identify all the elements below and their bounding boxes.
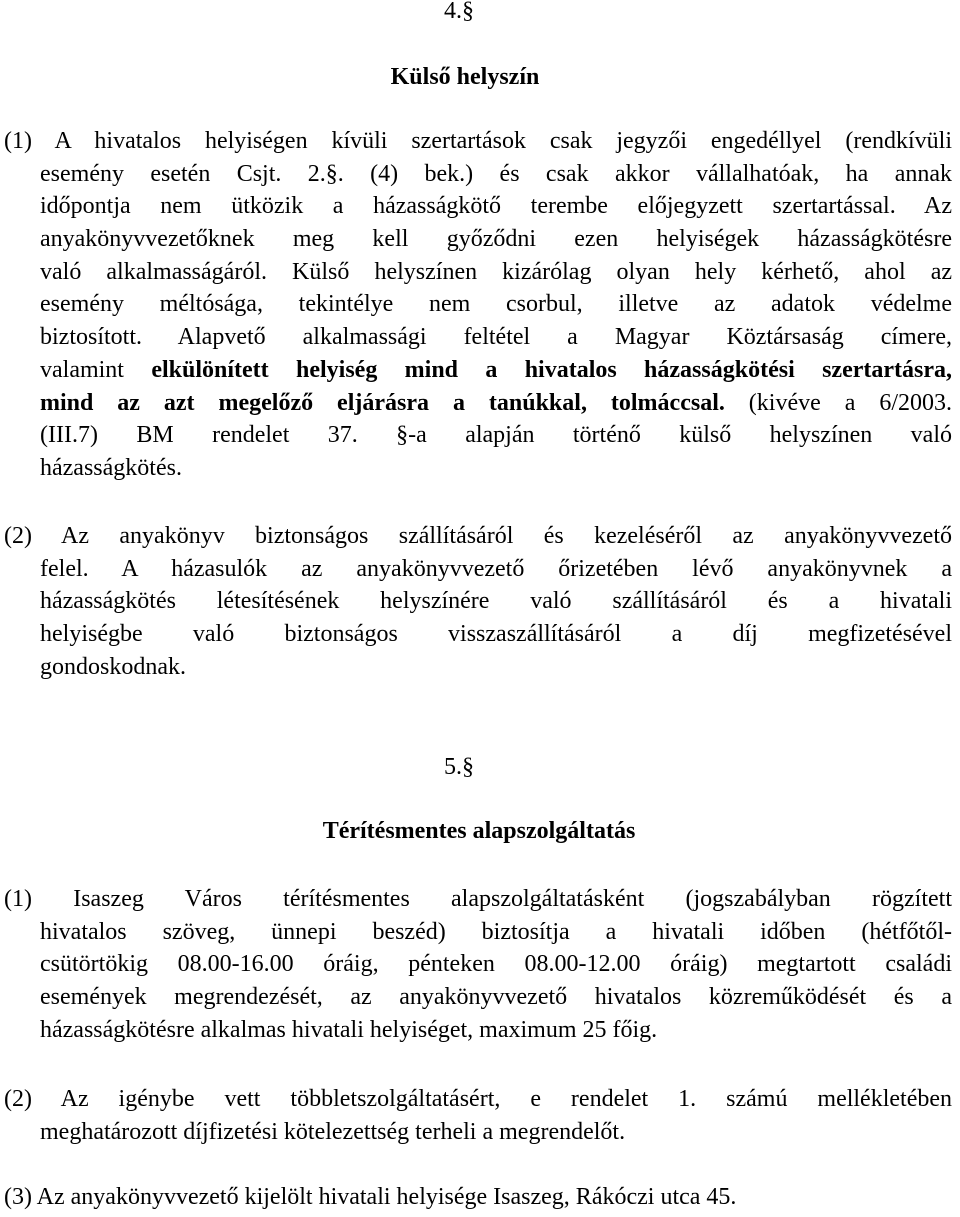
paragraph-line: időpontja nem ütközik a házasságkötő terembe előjegyzett szertartással. Az [40,193,952,220]
section-5-paragraph-3 [4,1181,952,1214]
section-4-paragraph-1 [4,125,952,485]
paragraph-line: csütörtökig 08.00-16.00 óráig, pénteken 08.00-12.00 óráig) megtartott családi [40,951,952,978]
section-4-number: 4.§ [444,0,474,24]
paragraph-line: (2) Az anyakönyv biztonságos szállításáról és kezeléséről az anyakönyvvezető [4,523,952,549]
section-4-paragraph-2 [4,520,952,683]
section-4-title: Külső helyszín [390,64,540,90]
paragraph-line: (1) A hivatalos helyiségen kívüli szertartások csak jegyzői engedéllyel (rendkívüli [4,128,952,154]
paragraph-line [4,387,952,420]
paragraph-line: esemény méltósága, tekintélye nem csorbul, illetve az adatok védelme [40,291,952,318]
paragraph-line: házasságkötés létesítésének helyszínére való szállításáról és a hivatali [40,588,952,615]
section-5-paragraph-1 [4,883,952,1046]
paragraph-line: (2) Az igénybe vett többletszolgáltatásért, e rendelet 1. számú mellékletében [4,1086,952,1112]
paragraph-line: hivatalos szöveg, ünnepi beszéd) biztosítja a hivatali időben (hétfőtől- [40,918,952,945]
section-5-paragraph-2 [4,1083,952,1148]
paragraph-line: helyiségbe való biztonságos visszaszállításáról a díj megfizetésével [40,621,952,648]
line-text: (kivéve a 6/2003. [724,389,952,416]
paragraph-line [4,354,952,387]
paragraph-line: való alkalmasságáról. Külső helyszínen kizárólag olyan hely kérhető, ahol az [40,258,952,285]
paragraph-line: biztosított. Alapvető alkalmassági feltétel a Magyar Köztársaság címere, [40,324,952,351]
paragraph-line: felel. A házasulók az anyakönyvvezető őrizetében lévő anyakönyvnek a [40,555,952,582]
paragraph-line: gondoskodnak. [40,653,186,680]
bold-emphasis: mind az azt megelőző eljárásra a tanúkkal, tolmáccsal. [40,389,725,416]
paragraph-line: meghatározott díjfizetési kötelezettség terheli a megrendelőt. [40,1118,626,1145]
paragraph-line: (III.7) BM rendelet 37. §-a alapján történő külső helyszínen való [40,422,952,449]
paragraph-line: házasságkötés. [40,454,182,481]
line-text: valamint [40,356,152,383]
paragraph-line: anyakönyvvezetőknek meg kell győződni ezen helyiségek házasságkötésre [40,226,952,253]
paragraph-line: események megrendezését, az anyakönyvvezető hivatalos közreműködését és a [40,984,952,1011]
paragraph-line: esemény esetén Csjt. 2.§. (4) bek.) és csak akkor vállalhatóak, ha annak [40,160,952,187]
section-5-number: 5.§ [444,754,474,780]
paragraph-line: házasságkötésre alkalmas hivatali helyiséget, maximum 25 főig. [40,1016,658,1043]
paragraph-line: (3) Az anyakönyvvezető kijelölt hivatali helyisége Isaszeg, Rákóczi utca 45. [4,1184,737,1210]
section-5-title: Térítésmentes alapszolgáltatás [322,818,636,844]
paragraph-line: (1) Isaszeg Város térítésmentes alapszolgáltatásként (jogszabályban rögzített [4,886,952,912]
bold-emphasis: elkülönített helyiség mind a hivatalos házasságkötési szertartásra, [151,356,952,383]
